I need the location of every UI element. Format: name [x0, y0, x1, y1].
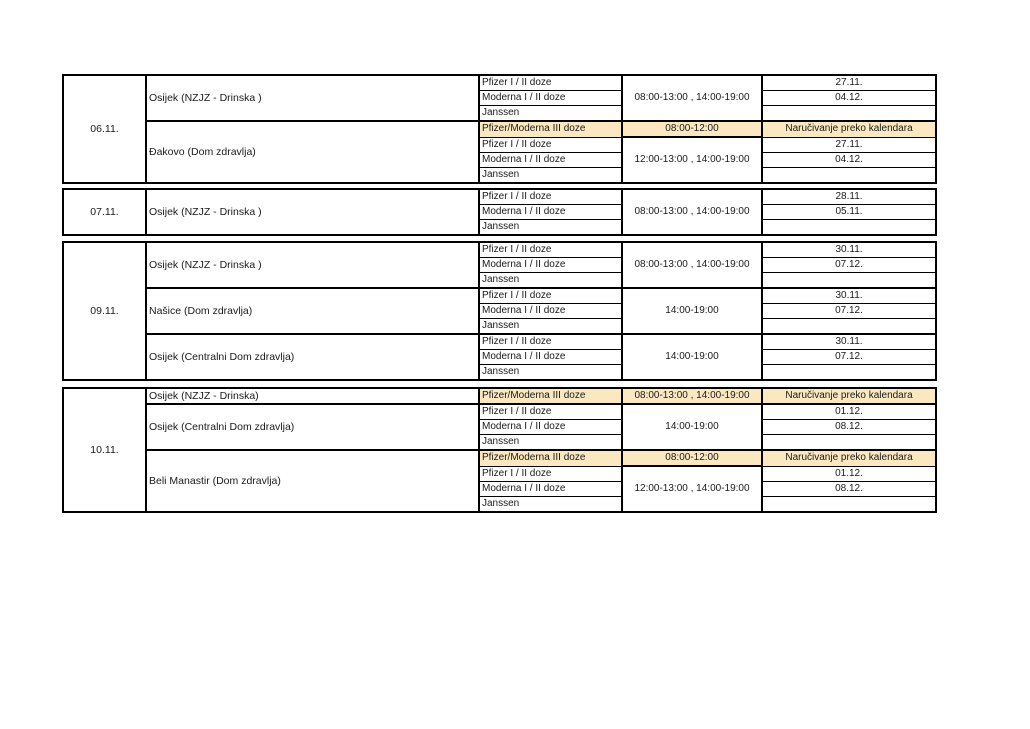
time-cell: 08:00-12:00	[622, 450, 762, 466]
table-row	[63, 75, 936, 91]
time-cell: 08:00-12:00	[622, 121, 762, 137]
booking-cell: 05.11.	[762, 205, 936, 220]
booking-cell: 08.12.	[762, 420, 936, 435]
table-row	[63, 242, 936, 258]
booking-cell: 30.11.	[762, 334, 936, 350]
vaccine-cell: Janssen	[479, 273, 622, 289]
vaccine-cell: Janssen	[479, 435, 622, 451]
booking-cell	[762, 319, 936, 335]
booking-cell: 04.12.	[762, 91, 936, 106]
time-cell: 08:00-13:00 , 14:00-19:00	[622, 75, 762, 121]
booking-cell: 30.11.	[762, 288, 936, 304]
day-table	[62, 241, 937, 381]
vaccine-cell: Janssen	[479, 496, 622, 512]
table-row	[63, 388, 936, 404]
vaccine-cell: Moderna I / II doze	[479, 481, 622, 496]
vaccine-cell: Janssen	[479, 220, 622, 236]
time-cell: 14:00-19:00	[622, 288, 762, 334]
time-cell: 08:00-13:00 , 14:00-19:00	[622, 242, 762, 288]
date-cell: 06.11.	[63, 75, 146, 183]
booking-cell: 07.12.	[762, 304, 936, 319]
location-cell: Osijek (Centralni Dom zdravlja)	[146, 404, 479, 450]
vaccine-cell: Pfizer I / II doze	[479, 189, 622, 205]
vaccine-cell: Pfizer I / II doze	[479, 75, 622, 91]
location-cell: Osijek (NZJZ - Drinska )	[146, 75, 479, 121]
booking-cell	[762, 220, 936, 236]
vaccine-cell: Moderna I / II doze	[479, 205, 622, 220]
location-cell: Osijek (NZJZ - Drinska)	[146, 388, 479, 404]
booking-cell: Naručivanje preko kalendara	[762, 450, 936, 466]
table-row	[63, 288, 936, 304]
vaccine-cell: Moderna I / II doze	[479, 420, 622, 435]
vaccine-cell: Pfizer/Moderna III doze	[479, 388, 622, 404]
booking-cell: Naručivanje preko kalendara	[762, 121, 936, 137]
booking-cell: 27.11.	[762, 137, 936, 152]
date-cell: 09.11.	[63, 242, 146, 380]
date-cell: 07.11.	[63, 189, 146, 235]
vaccine-cell: Janssen	[479, 106, 622, 122]
time-cell: 14:00-19:00	[622, 334, 762, 380]
vaccine-cell: Janssen	[479, 365, 622, 381]
day-block	[62, 188, 935, 236]
booking-cell: 04.12.	[762, 152, 936, 167]
day-block	[62, 241, 935, 381]
vaccine-cell: Moderna I / II doze	[479, 91, 622, 106]
vaccine-cell: Pfizer I / II doze	[479, 404, 622, 420]
table-row	[63, 334, 936, 350]
booking-cell	[762, 435, 936, 451]
time-cell: 14:00-19:00	[622, 404, 762, 450]
booking-cell	[762, 496, 936, 512]
time-cell: 08:00-13:00 , 14:00-19:00	[622, 189, 762, 235]
location-cell: Osijek (NZJZ - Drinska )	[146, 242, 479, 288]
table-row	[63, 450, 936, 466]
location-cell: Osijek (Centralni Dom zdravlja)	[146, 334, 479, 380]
booking-cell	[762, 167, 936, 183]
day-block	[62, 74, 935, 184]
vaccine-cell: Pfizer I / II doze	[479, 334, 622, 350]
time-cell: 08:00-13:00 , 14:00-19:00	[622, 388, 762, 404]
table-row	[63, 189, 936, 205]
vaccine-cell: Pfizer I / II doze	[479, 137, 622, 152]
day-block	[62, 387, 935, 513]
location-cell: Osijek (NZJZ - Drinska )	[146, 189, 479, 235]
time-cell: 12:00-13:00 , 14:00-19:00	[622, 137, 762, 183]
vaccine-cell: Pfizer I / II doze	[479, 288, 622, 304]
location-cell: Našice (Dom zdravlja)	[146, 288, 479, 334]
booking-cell: 01.12.	[762, 404, 936, 420]
booking-cell: 28.11.	[762, 189, 936, 205]
booking-cell: 01.12.	[762, 466, 936, 481]
booking-cell: 07.12.	[762, 258, 936, 273]
booking-cell: 27.11.	[762, 75, 936, 91]
day-table	[62, 188, 937, 236]
booking-cell: Naručivanje preko kalendara	[762, 388, 936, 404]
vaccine-cell: Pfizer/Moderna III doze	[479, 121, 622, 137]
table-row	[63, 404, 936, 420]
day-table	[62, 387, 937, 513]
vaccine-cell: Janssen	[479, 319, 622, 335]
vaccine-cell: Pfizer I / II doze	[479, 242, 622, 258]
vaccine-cell: Moderna I / II doze	[479, 304, 622, 319]
day-table	[62, 74, 937, 184]
booking-cell	[762, 106, 936, 122]
location-cell: Đakovo (Dom zdravlja)	[146, 121, 479, 183]
vaccine-cell: Pfizer/Moderna III doze	[479, 450, 622, 466]
time-cell: 12:00-13:00 , 14:00-19:00	[622, 466, 762, 512]
booking-cell: 08.12.	[762, 481, 936, 496]
booking-cell: 07.12.	[762, 350, 936, 365]
vaccine-cell: Moderna I / II doze	[479, 258, 622, 273]
booking-cell	[762, 273, 936, 289]
date-cell: 10.11.	[63, 388, 146, 512]
vaccine-cell: Pfizer I / II doze	[479, 466, 622, 481]
location-cell: Beli Manastir (Dom zdravlja)	[146, 450, 479, 512]
booking-cell: 30.11.	[762, 242, 936, 258]
vaccine-cell: Moderna I / II doze	[479, 350, 622, 365]
vaccine-cell: Janssen	[479, 167, 622, 183]
booking-cell	[762, 365, 936, 381]
vaccine-cell: Moderna I / II doze	[479, 152, 622, 167]
table-row	[63, 121, 936, 137]
